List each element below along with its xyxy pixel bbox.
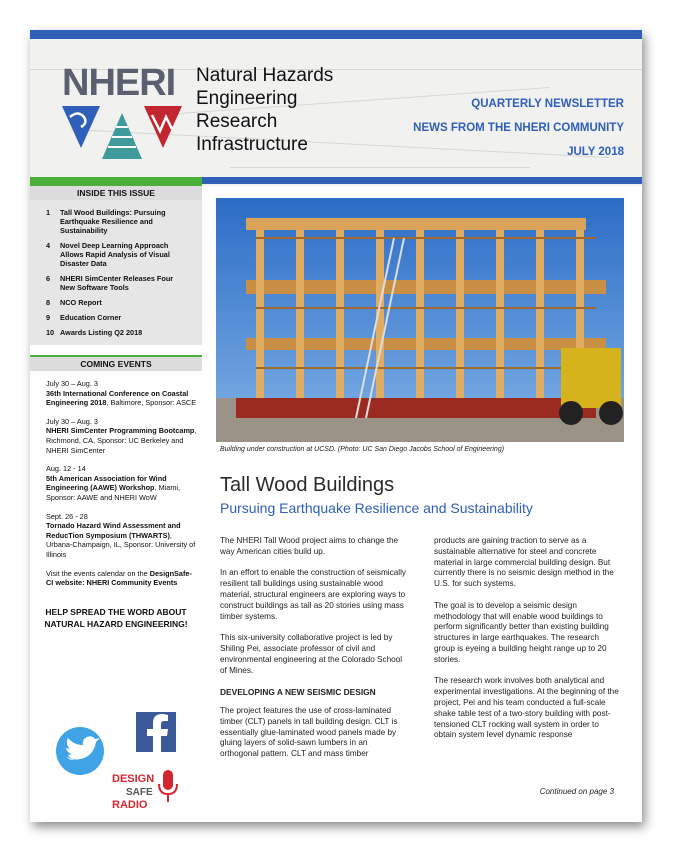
article-column-2: [434, 536, 622, 752]
toc-item[interactable]: [46, 241, 198, 268]
toc-title: NHERI SimCenter Releases Four New Software Tools: [60, 274, 174, 292]
toc-page-number: 10: [46, 328, 55, 337]
events-list: [30, 371, 202, 588]
event-details: , Baltimore, Sponsor: ASCE: [106, 398, 197, 408]
toc-title: NCO Report: [60, 298, 102, 307]
event-name[interactable]: NHERI SimCenter Programming Bootcamp: [46, 426, 195, 436]
org-name: [196, 64, 333, 156]
logo-hazard-icons: [60, 103, 184, 163]
toc-page-number: 6: [46, 274, 51, 283]
construction-photo: [216, 198, 624, 442]
toc-title: Novel Deep Learning Approach Allows Rapid Analysis of Visual Disaster Data: [60, 241, 170, 268]
masthead: [30, 39, 642, 186]
toc-item[interactable]: [46, 208, 198, 235]
sidebar: [30, 184, 202, 822]
twitter-icon[interactable]: [56, 727, 104, 775]
newsletter-tagline: NEWS FROM THE NHERI COMMUNITY: [413, 122, 624, 134]
article-paragraph: The goal is to develop a seismic design methodology that will enable wood buildings to perform significantly better than existing building structures in large earthquakes. The research group is eyeing a building height range up to 20 stories.: [434, 600, 609, 664]
toc-page-number: 4: [46, 241, 51, 250]
green-divider: [30, 177, 202, 184]
article-paragraph: This six-university collaborative project is led by Shiling Pei, associate professor of civil and environmental engineering at the Colorado School of Mines.: [220, 633, 403, 675]
article-paragraph: In an effort to enable the construction of seismically resilient tall buildings using sustainable wood material, structural engineers are exploring ways to construct buildings as tall as 20 stories using mass timber systems.: [220, 568, 406, 621]
event-name[interactable]: 5th American Association for Wind Engineering (AAWE) Workshop: [46, 473, 167, 493]
toc-item[interactable]: [46, 328, 198, 337]
event-item: [46, 417, 198, 455]
nheri-logo: [60, 63, 184, 163]
calendar-note-text: Visit the events calendar on the: [46, 568, 148, 578]
event-date: Aug. 12 - 14: [46, 464, 86, 474]
microphone-icon: [159, 770, 177, 802]
radio-logo-line-1: DESIGN: [112, 773, 155, 785]
event-details: , Richmond, CA, Sponsor: UC Berkeley and NHERI SimCenter: [46, 426, 197, 455]
article-paragraph: The NHERI Tall Wood project aims to change the way American cities build up.: [220, 536, 399, 556]
design-safe-radio-logo[interactable]: [112, 770, 177, 811]
radio-logo-line-3: RADIO: [112, 799, 148, 811]
article-paragraph: products are gaining traction to serve as a sustainable alternative for steel and concrete material in large commercial building design. But currently there is no seismic design method in the U.S. for such systems.: [434, 536, 614, 589]
table-of-contents: [30, 200, 202, 345]
org-name-line: Infrastructure: [196, 134, 308, 155]
continued-note[interactable]: Continued on page 3: [539, 787, 614, 796]
toc-page-number: 1: [46, 208, 51, 217]
newsletter-type: QUARTERLY NEWSLETTER: [471, 98, 624, 110]
issue-info: [413, 92, 624, 164]
toc-title: Education Corner: [60, 313, 122, 322]
event-details: , Miami, Sponsor: AAWE and NHERI WoW: [46, 483, 181, 502]
event-date: Sept. 26 - 28: [46, 511, 88, 521]
calendar-note: [46, 569, 198, 588]
toc-item[interactable]: [46, 313, 198, 322]
issue-date: JULY 2018: [567, 146, 624, 158]
event-item: [46, 512, 198, 560]
social-links: [30, 704, 202, 822]
newsletter-page: [30, 30, 642, 822]
facebook-icon[interactable]: [136, 712, 176, 752]
toc-item[interactable]: [46, 274, 198, 292]
event-date: July 30 – Aug. 3: [46, 379, 98, 388]
section-heading: DEVELOPING A NEW SEISMIC DESIGN: [220, 687, 376, 698]
event-item: [46, 379, 198, 408]
org-name-line: Research: [196, 111, 278, 132]
article-subtitle: Pursuing Earthquake Resilience and Sustainability: [220, 500, 533, 516]
spread-the-word: HELP SPREAD THE WORD ABOUT NATURAL HAZARD ENGINEERING!: [44, 606, 188, 629]
toc-title: Tall Wood Buildings: Pursuing Earthquake Resilience and Sustainability: [60, 208, 166, 235]
event-item: [46, 464, 198, 502]
event-name[interactable]: 36th International Conference on Coastal Engineering 2018: [46, 388, 189, 408]
calendar-link[interactable]: DesignSafe-CI website: NHERI Community Events: [46, 568, 192, 588]
article-paragraph: The project features the use of cross-laminated timber (CLT) panels in tall building design. CLT is essentially glue-laminated wood panels made by gluing layers of solid-sawn lumbers in an orthogonal pattern. CLT and mass timber: [220, 705, 398, 759]
toc-title: Awards Listing Q2 2018: [60, 328, 143, 337]
org-name-line: Engineering: [196, 88, 298, 109]
radio-logo-line-2: SAFE: [126, 787, 153, 798]
article-title: Tall Wood Buildings: [220, 474, 395, 496]
article-paragraph: The research work involves both analytical and experimental investigations. At the beginning of the project, Pei and his team conducted a full-scale shake table test of a two-story building with post-tensioned CLT rocking wall system in order to obtain system level dynamic response: [434, 676, 619, 740]
event-details: , Urbana-Champaign, IL, Sponsor: University of Illinois: [46, 530, 196, 559]
toc-item[interactable]: [46, 298, 198, 307]
inside-issue-heading: INSIDE THIS ISSUE: [30, 184, 202, 200]
toc-page-number: 8: [46, 298, 51, 307]
coming-events-heading: COMING EVENTS: [30, 355, 202, 371]
event-name[interactable]: Tornado Hazard Wind Assessment and ReducTion Symposium (THWARTS): [46, 521, 181, 540]
toc-page-number: 9: [46, 313, 51, 322]
logo-wordmark: NHERI: [62, 62, 176, 104]
article-column-1: [220, 536, 408, 771]
blue-divider: [202, 177, 642, 184]
photo-caption: Building under construction at UCSD. (Photo: UC San Diego Jacobs School of Engineering): [220, 446, 505, 453]
org-name-line: Natural Hazards: [196, 65, 334, 86]
event-date: July 30 – Aug. 3: [46, 416, 98, 426]
top-accent-bar: [30, 30, 642, 39]
